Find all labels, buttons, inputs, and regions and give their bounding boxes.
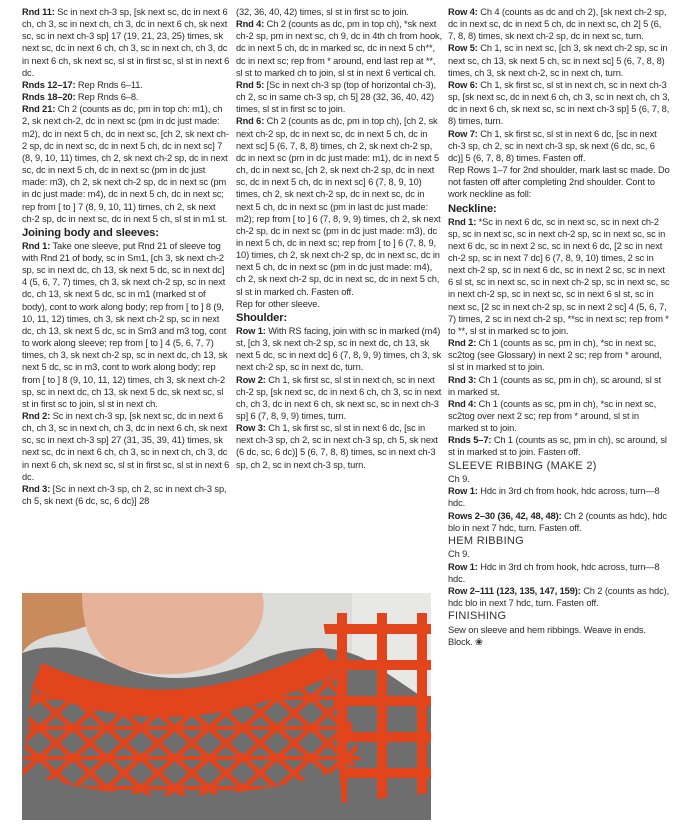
instruction-paragraph [448, 561, 670, 585]
step-label: Row 1: [448, 561, 478, 572]
step-text: Ch 2 (counts as dc, pm in top ch), *sk next ch-2 sp, pm in next sc, ch 9, dc in 4th ch from hook, dc in next 5 ch, dc in marked sc, dc in next 5 ch**, dc in next sc; rep from * around, end last rep at **, sl st to marked ch to join, sl st in next 6 vertical ch. [236, 19, 443, 78]
step-label: Row 2: [236, 374, 266, 385]
instruction-paragraph [22, 91, 230, 103]
section-heading: FINISHING [448, 610, 507, 623]
instruction-paragraph [448, 624, 670, 648]
step-text: Ch 2 (counts as dc, pm in top ch), [ch 2, sk next ch-2 sp, dc in next sc, dc in next 5 ch, dc in next sc] 5 (6, 7, 8, 8) times, ch 2, sk next ch-2 sp, dc in next sc (pm in dc just made: m1), dc in next 5 ch, dc in next sc, [ch 2, sk next ch-2 sp, dc in next sc, dc in next 5 ch, dc in next sc] 6 (7, 8, 9, 10) times, ch 2, sk next ch-2 sp, dc in next sc, dc in next 5 ch, dc in next sc (pm in last dc just made: m2); rep from [ to ] 6 (7, 8, 9, 9) times, ch 2, sk next ch-2 sp, dc in next sc (pm in dc just made: m3), dc in next 5 ch, dc in next sc; rep from [ to ] 6 (7, 8, 9, 10) times, ch 2, sk next ch-2 sp, dc in next sc, dc in next 5 ch, dc in next sc (pm in dc just made: m4), ch 2, sk next ch-2 sp, dc in next sc, dc in next 5 ch, sl st in marked ch. Fasten off. [236, 116, 441, 297]
step-label: Rnd 3: [448, 374, 477, 385]
step-text: Ch 1, sk first sc, sl st in next 6 dc, [sc in next ch-3 sp, ch 2, sc in next ch-3 sp, sk next (6 dc, sc, 6 dc)] 5 (6, 7, 8, 8) times. Fasten off. [448, 128, 657, 163]
step-text: Rep Rnds 6–11. [75, 79, 143, 90]
instruction-paragraph [22, 410, 230, 483]
step-text: Ch 2 (counts as hdc), hdc blo in next 7 hdc, turn. Fasten off. [448, 510, 667, 533]
step-text: Sew on sleeve and hem ribbings. Weave in ends. Block. ❀ [448, 624, 646, 647]
step-text: Ch 1, sk first sc, sl st in next ch, sc in next ch-2 sp, [sk next sc, dc in next 6 ch, ch 3, sc in next ch, ch 3, dc in next 6 ch, sk next sc, sc in next ch-3 sp] 6 (7, 8, 9, 9) times, turn. [236, 374, 442, 421]
step-label: Row 4: [448, 7, 478, 17]
step-label: Rnd 2: [448, 338, 477, 349]
step-label: Rnd 5: [236, 79, 265, 90]
step-text: Ch 1, sc in next sc, [ch 3, sk next ch-2 sp, sc in next sc, ch 13, sk next 5 ch, sc in next sc] 5 (6, 7, 8, 8) times, ch 3, sk next ch-2, sc in next ch, turn. [448, 43, 668, 78]
crochet-top-illustration [22, 593, 431, 820]
instruction-paragraph [448, 548, 670, 560]
step-text: Ch 1 (counts as sc, pm in ch), sc around, sl st in marked st. [448, 374, 662, 397]
text-column-3 [448, 6, 670, 648]
instruction-paragraph [448, 337, 670, 373]
step-text: Ch 1, sk first sc, sl st in next 6 dc, [sc in next ch-3 sp, ch 2, sc in next ch-3 sp, ch 5, sk next (6 dc, sc, 6 dc)] 5 (6, 7, 8, 8) times, sc in next ch-3 sp, ch 2, sc in next ch-3 sp, turn. [236, 423, 438, 470]
instruction-paragraph [448, 585, 670, 609]
section-heading: HEM RIBBING [448, 534, 525, 547]
text-column-1 [22, 6, 230, 507]
step-label: Row 5: [448, 43, 478, 54]
step-label: Row 3: [236, 423, 266, 434]
step-label: Row 1: [236, 325, 266, 336]
step-label: Rnd 1: [448, 216, 477, 227]
step-label: Rnd 1: [22, 240, 51, 251]
step-label: Rnd 21: [22, 104, 56, 115]
instruction-paragraph [448, 398, 670, 434]
step-label: Rows 2–30 (36, 42, 48, 48): [448, 510, 562, 521]
instruction-paragraph [448, 6, 670, 42]
section-heading: Shoulder: [236, 311, 288, 324]
step-label: Row 1: [448, 486, 478, 497]
instruction-paragraph [448, 485, 670, 509]
instruction-paragraph [448, 79, 670, 128]
step-label: Rnds 18–20: [22, 92, 76, 103]
instruction-paragraph [236, 374, 443, 423]
step-text: Ch 4 (counts as dc and ch 2), [sk next ch-2 sp, dc in next sc, dc in next 5 ch, dc in next sc, ch 2] 5 (6, 7, 8, 8) times, sk next ch-2 sp, dc in next sc, turn. [448, 7, 667, 42]
section-heading: Neckline: [448, 202, 497, 215]
instruction-paragraph [448, 374, 670, 398]
instruction-paragraph [22, 79, 230, 91]
section-heading: SLEEVE RIBBING (MAKE 2) [448, 459, 597, 472]
step-label: Rnds 12–17: [22, 79, 76, 90]
step-text: Ch 9. [448, 474, 470, 485]
instruction-paragraph [22, 483, 230, 507]
instruction-paragraph [22, 103, 230, 225]
instruction-paragraph [236, 18, 443, 79]
instruction-paragraph [22, 240, 230, 410]
step-text: Take one sleeve, put Rnd 21 of sleeve tog with Rnd 21 of body, sc in Sm1, [ch 3, sk next ch-2 sp, sc in next dc, ch 13, sk next 5 dc, sc in next dc] 4 (5, 6, 7, 7) times, ch 3, sk next ch-2 sp, sc in next dc, ch 13, sk next 5 dc, sc in m1 (marked st of body), cont to work along body; rep from [ to ] 8 (9, 10, 11, 12) times, ch 3, sk next ch-2 sp, sc in next dc, ch 13, sk next 5 dc, sc in Sm3 and m3 tog, cont to work along sleeve; rep from [ to ] 4 (5, 6, 7, 7) times, ch 3, sk next ch-2 sp, sc in next dc, ch 13, sk next 5 dc, sc in m3, cont to work along body; rep from [ to ] 8 (9, 10, 11, 12) times, ch 3, sk next ch-2 sp, sc in next dc, ch 13, sk next 5 dc, sk next sc, sl st in first sc to join, sl st in next ch. [22, 240, 228, 409]
step-text: Rep for other sleeve. [236, 298, 320, 309]
step-text: Ch 1 (counts as sc, pm in ch), *sc in next sc, sc2tog (see Glossary) in next 2 sc; rep from * around, sl st in marked st to join. [448, 338, 662, 373]
step-text: *Sc in next 6 dc, sc in next sc, sc in next ch-2 sp, sc in next sc, sc in next ch-2 sp, sc in next sc, sc in next 6 dc, sc in next 2 sc, sc in next 6 dc, [2 sc in next ch-2 sp, sc in next 7 dc] 6 (7, 8, 9, 10) times, 2 sc in next ch-2 sp, sc in next 6 dc, sc in next 2 sc, sc in next 6 sl st, sc in next sc, sc in next ch-2 sp, sc in next sc, sc in next ch-2 sp, sc in next sc, sc in next 6 sl st, sc in next sc, [2 sc in next ch-2 sp, sc in next 2 sc] 4 (5, 6, 7, 7) times, 2 sc in next ch-2 sp, **sc in next sc; rep from * to **, sl st in marked sc to join. [448, 216, 670, 336]
instruction-paragraph [448, 42, 670, 78]
step-text: Sc in next ch-3 sp, [sk next sc, dc in next 6 ch, ch 3, sc in next ch, ch 3, dc in next 6 ch, sk next sc, sc in next ch-3 sp] 27 (31, 35, 39, 41) times, sk next sc, dc in next 6 ch, ch 3, sc in next ch, ch 3, dc in next 6 ch, sk next sc, sl st in first sc, sl st in next 6 dc. [22, 411, 230, 482]
step-text: [Sc in next ch-3 sp, ch 2, sc in next ch-3 sp, ch 5, sk next (6 dc, sc, 6 dc)] 28 [22, 483, 227, 507]
garment-photo [22, 593, 431, 820]
instruction-paragraph [236, 298, 443, 310]
instruction-paragraph [448, 164, 670, 200]
instruction-paragraph [448, 128, 670, 164]
step-text: Hdc in 3rd ch from hook, hdc across, turn—8 hdc. [448, 486, 660, 509]
instruction-paragraph [236, 115, 443, 297]
step-text: Ch 1 (counts as sc, pm in ch), sc around, sl st in marked st to join. Fasten off. [448, 435, 667, 458]
instruction-paragraph [236, 422, 443, 471]
instruction-paragraph [236, 6, 443, 18]
instruction-paragraph [236, 325, 443, 374]
step-text: Rep Rows 1–7 for 2nd shoulder, mark last sc made. Do not fasten off after completing 2nd shoulder. Cont to work neckline as foll: [448, 165, 670, 200]
step-text: Ch 1, sk first sc, sl st in next ch, sc in next ch-3 sp, [sk next sc, dc in next 6 ch, ch 3, sc in next ch, ch 3, dc in next 6 ch, sk next sc, sc in next ch-3 sp] 5 (6, 7, 8, 8) times, turn. [448, 79, 670, 127]
step-label: Row 6: [448, 79, 478, 90]
step-text: Ch 1 (counts as sc, pm in ch), *sc in next sc, sc2tog over next 2 sc; rep from * around, sl st in marked st to join. [448, 398, 657, 434]
step-label: Rnd 6: [236, 116, 265, 127]
step-text: With RS facing, join with sc in marked (m4) st, [ch 3, sk next ch-2 sp, sc in next dc, ch 13, sk next 5 dc, sc in next dc] 6 (7, 8, 9, 9) times, ch 3, sk next ch-2 sp, sc in next dc, turn. [236, 325, 442, 373]
instruction-paragraph [448, 216, 670, 338]
section-heading: Joining body and sleeves: [22, 226, 159, 239]
step-text: (32, 36, 40, 42) times, sl st in first sc to join. [236, 7, 409, 17]
step-text: Sc in next ch-3 sp, [sk next sc, dc in next 6 ch, ch 3, sc in next ch, ch 3, dc in next 6 ch, sk next sc, sc in next ch-3 sp] 17 (19, 21, 23, 25) times, sk next sc, dc in next 6 ch, ch 3, sc in next ch, ch 3, dc in next 6 ch, sk next sc, sl st in first sc, sl st in next 6 dc. [22, 7, 230, 78]
step-label: Row 7: [448, 128, 478, 139]
instruction-paragraph [22, 6, 230, 79]
step-text: Hdc in 3rd ch from hook, hdc across, turn—8 hdc. [448, 561, 660, 584]
step-label: Rnd 4: [236, 19, 265, 30]
instruction-paragraph [448, 434, 670, 458]
step-label: Rnd 2: [22, 411, 51, 421]
step-label: Rnd 3: [22, 483, 51, 494]
instruction-paragraph [448, 473, 670, 485]
step-text: [Sc in next ch-3 sp (top of horizontal ch-3), ch 2, sc in same ch-3 sp, ch 5] 28 (32, 36, 40, 42) times, sl st in first sc to join. [236, 79, 436, 115]
step-label: Row 2–111 (123, 135, 147, 159): [448, 585, 581, 596]
step-text: Rep Rnds 6–8. [75, 92, 139, 103]
step-text: Ch 9. [448, 549, 470, 560]
step-label: Rnd 11: [22, 7, 55, 17]
text-column-2 [236, 6, 443, 471]
instruction-paragraph [236, 79, 443, 115]
step-text: Ch 2 (counts as dc, pm in top ch: m1), ch 2, sk next ch-2, dc in next sc (pm in dc just made: m2), dc in next 5 ch, dc in next sc, [ch 2, sk next ch-2 sp, dc in next sc, dc in next 5 ch, dc in next sc] 7 (8, 9, 10, 11) times, ch 2, sk next ch-2 sp, dc in next sc, dc in next 5 ch, dc in next sc (pm in dc just made: m3), ch 2, sk next ch-2 sp, dc in next sc (pm in dc just made: m4), dc in next 5 ch, dc in next sc; rep from [ to ] 7 (8, 9, 10, 11) times, ch 2, sk next ch-2 sp, dc in next sc, dc in next 5 ch, sl st in m1 st. [22, 104, 229, 224]
instruction-paragraph [448, 510, 670, 534]
step-label: Rnd 4: [448, 398, 477, 409]
step-label: Rnds 5–7: [448, 435, 492, 446]
step-text: Ch 2 (counts as hdc), hdc blo in next 7 hdc, turn. Fasten off. [448, 585, 670, 609]
